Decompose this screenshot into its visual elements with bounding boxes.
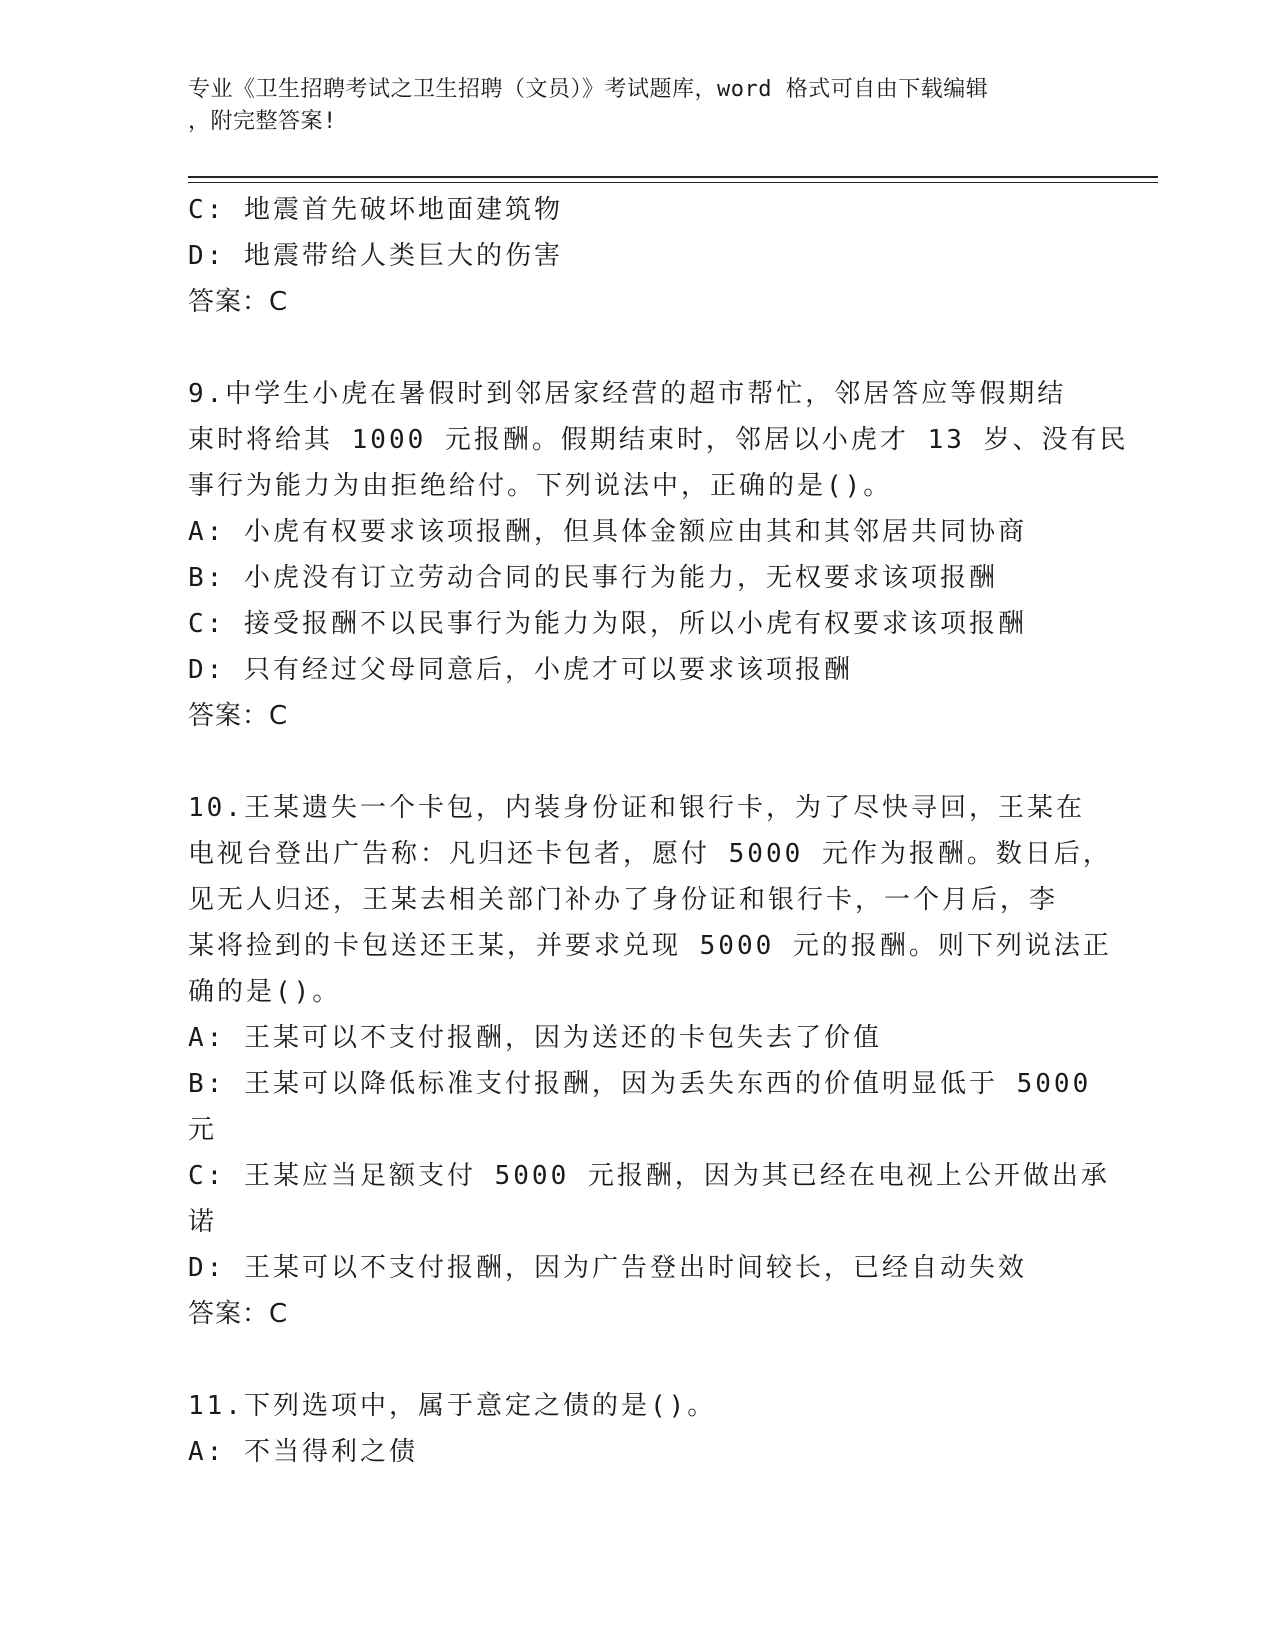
q10-stem-line-5: 确的是()。 [188,977,342,1007]
q9-option-a: A: 小虎有权要求该项报酬，但具体金额应由其和其邻居共同协商 [188,517,1027,547]
q8-answer: 答案：C [188,287,289,317]
q9-stem-line-2: 束时将给其 1000 元报酬。假期结束时，邻居以小虎才 13 岁、没有民 [188,425,1129,455]
q11-option-a: A: 不当得利之债 [188,1437,418,1467]
header-divider-thin [188,182,1158,183]
question-11 [188,1383,1088,1475]
q9-stem-line-3: 事行为能力为由拒绝给付。下列说法中，正确的是()。 [188,471,893,501]
q10-option-a: A: 王某可以不支付报酬，因为送还的卡包失去了价值 [188,1023,882,1053]
document-header [188,74,1068,138]
q10-option-d: D: 王某可以不支付报酬，因为广告登出时间较长，已经自动失效 [188,1253,1027,1283]
q9-option-c: C: 接受报酬不以民事行为能力为限，所以小虎有权要求该项报酬 [188,609,1027,639]
q10-option-b-line-2: 元 [188,1115,218,1145]
q9-answer: 答案：C [188,701,289,731]
question-9 [188,371,1129,739]
q10-option-c-line-2: 诺 [188,1207,218,1237]
q10-answer: 答案：C [188,1299,289,1329]
header-line-2: ，附完整答案! [188,109,337,134]
q9-option-d: D: 只有经过父母同意后，小虎才可以要求该项报酬 [188,655,853,685]
header-divider-thick [188,176,1158,178]
question-10 [188,785,1112,1337]
header-line-1: 专业《卫生招聘考试之卫生招聘（文员）》考试题库，word 格式可自由下载编辑 [188,77,989,102]
q10-option-b-line-1: B: 王某可以降低标准支付报酬，因为丢失东西的价值明显低于 5000 [188,1069,1092,1099]
q11-stem-line-1: 11.下列选项中，属于意定之债的是()。 [188,1391,717,1421]
q10-option-c-line-1: C: 王某应当足额支付 5000 元报酬，因为其已经在电视上公开做出承 [188,1161,1110,1191]
q10-stem-line-2: 电视台登出广告称：凡归还卡包者，愿付 5000 元作为报酬。数日后， [188,839,1112,869]
q10-stem-line-3: 见无人归还，王某去相关部门补办了身份证和银行卡，一个月后，李 [188,885,1059,915]
q9-option-b: B: 小虎没有订立劳动合同的民事行为能力，无权要求该项报酬 [188,563,998,593]
q10-stem-line-1: 10.王某遗失一个卡包，内装身份证和银行卡，为了尽快寻回，王某在 [188,793,1085,823]
q8-option-d: D: 地震带给人类巨大的伤害 [188,241,563,271]
q8-option-c: C: 地震首先破坏地面建筑物 [188,195,563,225]
question-8 [188,187,1088,325]
q9-stem-line-1: 9.中学生小虎在暑假时到邻居家经营的超市帮忙，邻居答应等假期结 [188,379,1067,409]
q10-stem-line-4: 某将捡到的卡包送还王某，并要求兑现 5000 元的报酬。则下列说法正 [188,931,1112,961]
question-list [188,187,1129,1475]
